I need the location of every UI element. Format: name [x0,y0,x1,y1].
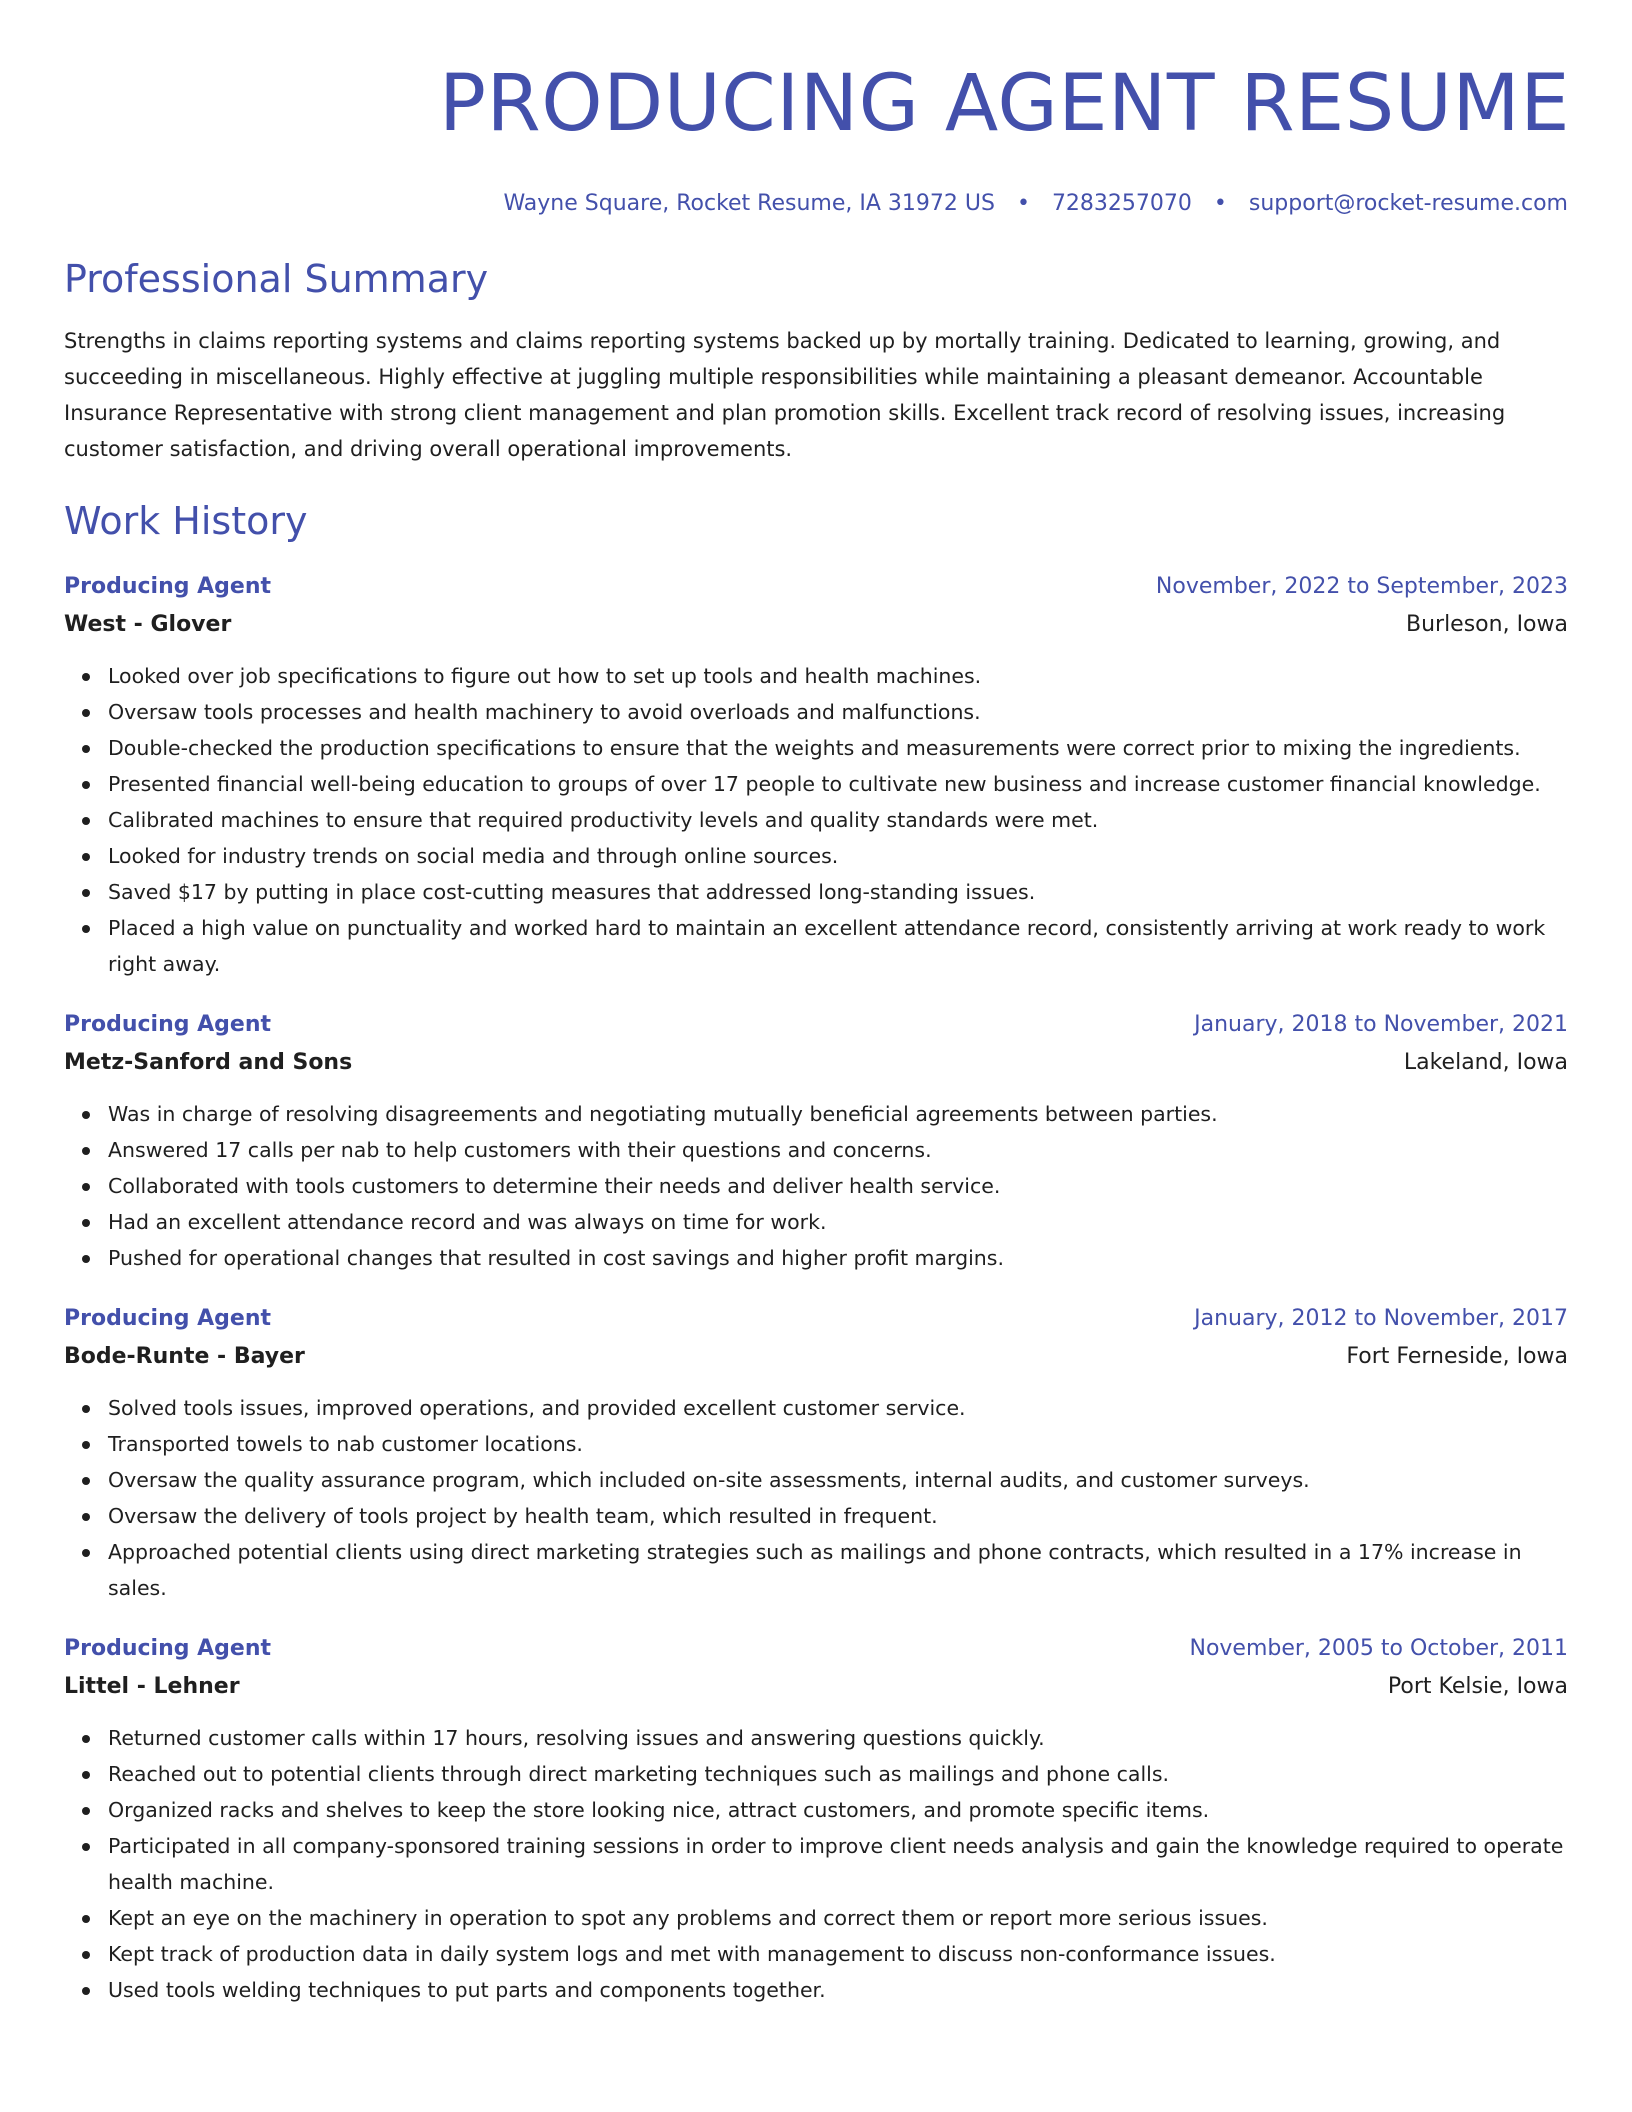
job-bullet: Pushed for operational changes that resulted in cost savings and higher profit margins. [108,1240,1568,1276]
job-bullet: Double-checked the production specifications to ensure that the weights and measurements were correct prior to mixing the ingredients. [108,730,1568,766]
job-title: Producing Agent [64,1306,272,1331]
job-bullet: Answered 17 calls per nab to help customers with their questions and concerns. [108,1132,1568,1168]
job-bullet: Oversaw tools processes and health machinery to avoid overloads and malfunctions. [108,694,1568,730]
contact-address: Wayne Square, Rocket Resume, IA 31972 US [503,191,995,216]
job-title: Producing Agent [64,1636,272,1661]
job-company: West - Glover [64,612,232,637]
contact-separator: • [1213,191,1227,216]
job-bullet: Approached potential clients using direct marketing strategies such as mailings and phone contracts, which resulted in a 17% increase in sales. [108,1534,1568,1606]
job-company: Bode-Runte - Bayer [64,1344,305,1369]
job-bullet: Saved $17 by putting in place cost-cutting measures that addressed long-standing issues. [108,874,1568,910]
job-location: Lakeland, Iowa [1403,1050,1568,1075]
job-bullet: Looked for industry trends on social media and through online sources. [108,838,1568,874]
job-bullet: Oversaw the quality assurance program, which included on-site assessments, internal audits, and customer surveys. [108,1462,1568,1498]
job-company: Littel - Lehner [64,1674,240,1699]
work-history-heading: Work History [64,499,308,543]
job-bullet: Returned customer calls within 17 hours, resolving issues and answering questions quickly. [108,1720,1568,1756]
job-location: Fort Ferneside, Iowa [1346,1344,1568,1369]
job-bullet-list [64,1096,1568,1276]
contact-phone: 7283257070 [1051,191,1192,216]
job-title: Producing Agent [64,1012,272,1037]
job-dates: January, 2018 to November, 2021 [1194,1012,1568,1037]
job-bullet: Collaborated with tools customers to determine their needs and deliver health service. [108,1168,1568,1204]
job-bullet: Calibrated machines to ensure that required productivity levels and quality standards were met. [108,802,1568,838]
work-history-list [64,568,1568,2008]
summary-text: Strengths in claims reporting systems and claims reporting systems backed up by mortally training. Dedicated to learning, growing, and succeeding in miscellaneous. Highly effective at juggling multiple responsibilities while maintaining a pleasant demeanor. Accountable Insurance Representative with strong client management and plan promotion skills. Excellent track record of resolving issues, increasing customer satisfaction, and driving overall operational improvements. [64,329,1506,461]
job-dates: November, 2005 to October, 2011 [1189,1636,1568,1661]
job-company-row [64,1044,1568,1082]
job-header-row [64,568,1568,606]
job-bullet-list [64,1720,1568,2008]
job-bullet: Placed a high value on punctuality and worked hard to maintain an excellent attendance record, consistently arriving at work ready to work right away. [108,910,1568,982]
job-bullet: Presented financial well-being education to groups of over 17 people to cultivate new business and increase customer financial knowledge. [108,766,1568,802]
job-company-row [64,1338,1568,1376]
contact-email: support@rocket-resume.com [1248,191,1568,216]
job-bullet: Kept an eye on the machinery in operation to spot any problems and correct them or report more serious issues. [108,1900,1568,1936]
job-entry [64,1630,1568,2008]
job-bullet: Reached out to potential clients through direct marketing techniques such as mailings and phone calls. [108,1756,1568,1792]
job-bullet-list [64,1390,1568,1606]
job-company-row [64,606,1568,644]
job-company: Metz-Sanford and Sons [64,1050,353,1075]
job-header-row [64,1300,1568,1338]
job-header-row [64,1006,1568,1044]
job-bullet: Kept track of production data in daily system logs and met with management to discuss non-conformance issues. [108,1936,1568,1972]
job-bullet: Had an excellent attendance record and was always on time for work. [108,1204,1568,1240]
resume-title: PRODUCING AGENT RESUME [439,59,1570,149]
job-entry [64,568,1568,982]
job-header-row [64,1630,1568,1668]
job-bullet: Looked over job specifications to figure out how to set up tools and health machines. [108,658,1568,694]
job-bullet: Used tools welding techniques to put parts and components together. [108,1972,1568,2008]
job-bullet: Was in charge of resolving disagreements and negotiating mutually beneficial agreements between parties. [108,1096,1568,1132]
job-bullet: Organized racks and shelves to keep the store looking nice, attract customers, and promote specific items. [108,1792,1568,1828]
job-location: Burleson, Iowa [1405,612,1568,637]
summary-heading: Professional Summary [64,257,489,301]
job-location: Port Kelsie, Iowa [1387,1674,1568,1699]
resume-header [64,56,1568,218]
job-bullet: Participated in all company-sponsored training sessions in order to improve client needs analysis and gain the knowledge required to operate health machine. [108,1828,1568,1900]
job-bullet: Oversaw the delivery of tools project by health team, which resulted in frequent. [108,1498,1568,1534]
contact-separator: • [1016,191,1030,216]
job-title: Producing Agent [64,574,272,599]
job-dates: November, 2022 to September, 2023 [1155,574,1568,599]
job-bullet-list [64,658,1568,982]
job-entry [64,1006,1568,1276]
job-company-row [64,1668,1568,1706]
job-bullet: Solved tools issues, improved operations, and provided excellent customer service. [108,1390,1568,1426]
job-bullet: Transported towels to nab customer locations. [108,1426,1568,1462]
job-dates: January, 2012 to November, 2017 [1194,1306,1568,1331]
job-entry [64,1300,1568,1606]
contact-line [64,190,1568,218]
